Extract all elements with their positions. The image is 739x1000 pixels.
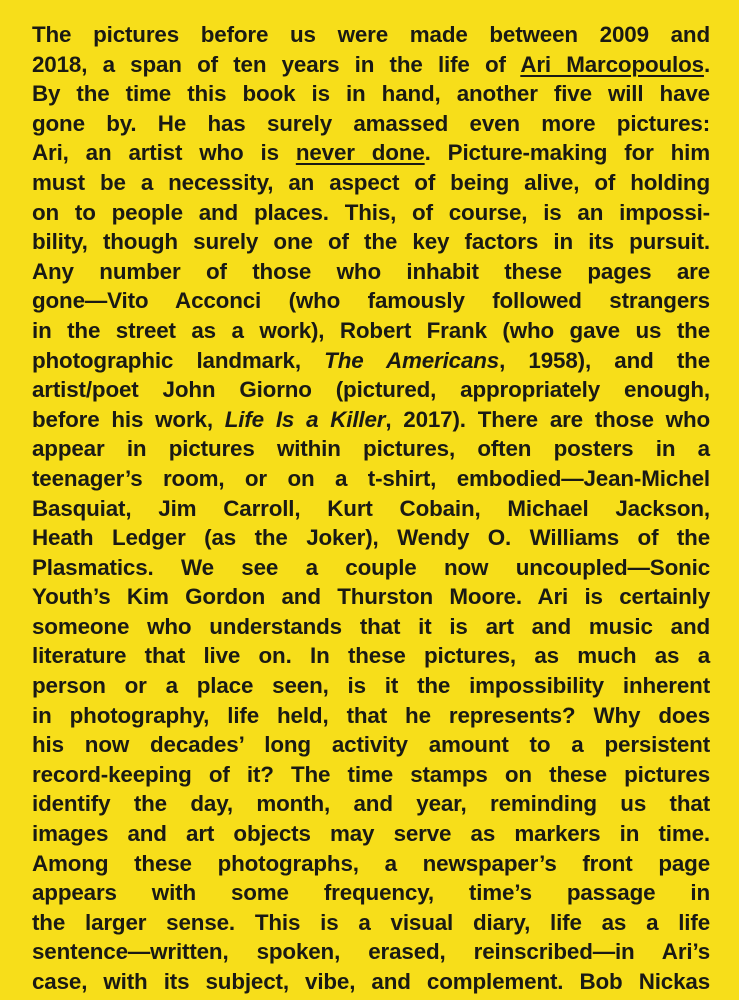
text-segment: teenager’s room, or on a t-shirt, embodied—Jean-Michel [32,465,710,491]
essay-text [32,20,710,997]
text-line [32,582,710,612]
text-segment: photographic landmark, [32,347,325,373]
text-line [32,346,710,376]
text-segment: Among these photographs, a newspaper’s front page [32,850,710,876]
text-line [32,257,710,287]
text-segment: images and art objects may serve as markers in time. [32,821,710,847]
underlined-phrase[interactable]: Ari Marcopoulos [520,51,704,77]
text-segment: bility, though surely one of the key factors in its pursuit. [32,229,710,255]
text-line [32,464,710,494]
text-segment: someone who understands that it is art and music and [32,613,710,639]
text-line [32,434,710,464]
text-line [32,50,710,80]
text-segment: Plasmatics. We see a couple now uncoupled—Sonic [32,554,710,580]
text-segment: Heath Ledger (as the Joker), Wendy O. Williams of the [32,525,710,551]
text-segment: person or a place seen, is it the impossibility inherent [32,673,710,699]
text-line [32,760,710,790]
italic-title: Life Is a Killer [224,406,386,432]
text-segment: before his work, [32,406,225,432]
text-segment: gone—Vito Acconci (who famously followed strangers [32,288,710,314]
text-segment: Ari, an artist who is [32,140,296,166]
text-segment: gone by. He has surely amassed even more pictures: [32,110,710,136]
text-line [32,937,710,967]
text-line [32,553,710,583]
text-segment: . [703,51,711,77]
italic-title: The Americans [324,347,500,373]
text-line [32,286,710,316]
text-line [32,789,710,819]
text-segment: 2018, a span of ten years in the life of [32,51,521,77]
text-segment: must be a necessity, an aspect of being alive, of holding [32,169,710,195]
text-line [32,908,710,938]
text-segment: in the street as a work), Robert Frank (who gave us the [32,317,710,343]
text-line [32,849,710,879]
text-line [32,523,710,553]
text-line [32,138,710,168]
text-line [32,375,710,405]
text-line [32,168,710,198]
text-line [32,198,710,228]
text-segment: . Picture-making for him [424,140,710,166]
text-line [32,494,710,524]
text-segment: sentence—written, spoken, erased, reinscribed—in Ari’s [32,939,710,965]
text-segment: Basquiat, Jim Carroll, Kurt Cobain, Michael Jackson, [32,495,710,521]
text-segment: identify the day, month, and year, reminding us that [32,791,710,817]
text-segment: The pictures before us were made between 2009 and [32,22,710,47]
text-line [32,20,710,50]
text-segment: , 2017). There are those who [385,406,710,432]
text-segment: on to people and places. This, of course, is an impossi- [32,199,710,225]
text-segment: record-keeping of it? The time stamps on these pictures [32,761,710,787]
underlined-phrase[interactable]: never done [295,140,425,166]
text-line [32,316,710,346]
text-segment: Youth’s Kim Gordon and Thurston Moore. Ari is certainly [32,584,710,610]
text-segment: , 1958), and the [499,347,711,373]
text-segment: artist/poet John Giorno (pictured, appropriately enough, [32,377,710,403]
text-line [32,878,710,908]
text-line [32,405,710,435]
text-segment: case, with its subject, vibe, and complement. Bob Nickas [32,969,710,994]
text-line [32,730,710,760]
text-line [32,967,710,997]
text-line [32,671,710,701]
text-line [32,612,710,642]
text-segment: his now decades’ long activity amount to a persistent [32,732,710,758]
text-line [32,819,710,849]
text-line [32,641,710,671]
text-segment: in photography, life held, that he represents? Why does [32,702,710,728]
text-segment: literature that live on. In these pictures, as much as a [32,643,710,669]
text-line [32,227,710,257]
text-segment: appears with some frequency, time’s passage in [32,880,710,906]
text-segment: Any number of those who inhabit these pages are [32,258,710,284]
text-segment: appear in pictures within pictures, often posters in a [32,436,710,462]
text-line [32,109,710,139]
text-line [32,79,710,109]
text-segment: the larger sense. This is a visual diary, life as a life [32,909,710,935]
text-segment: By the time this book is in hand, another five will have [32,81,710,107]
text-line [32,701,710,731]
